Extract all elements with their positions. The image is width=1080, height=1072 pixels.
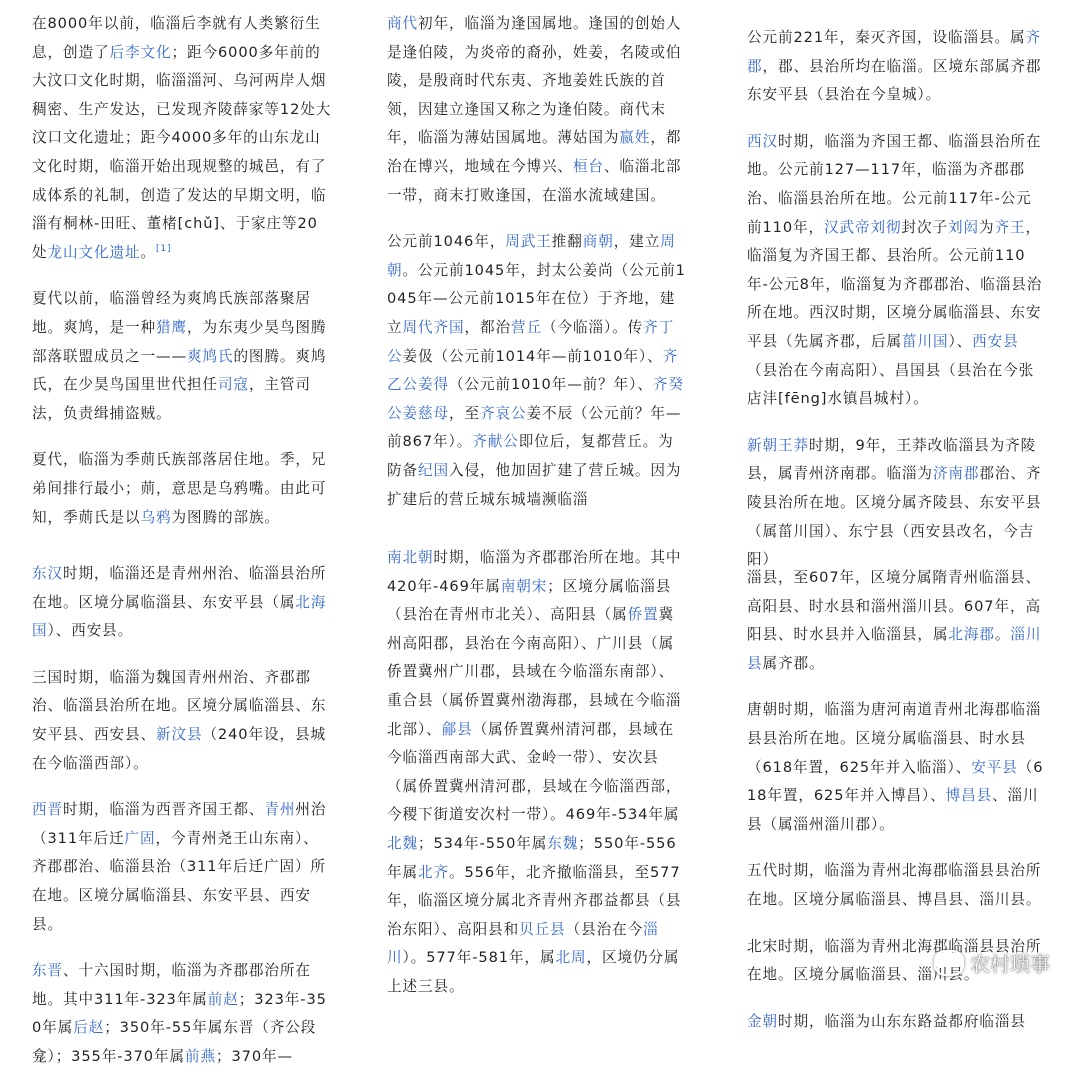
wiki-link[interactable]: 纪国 — [418, 461, 449, 479]
text-run: ）、西安县。 — [47, 622, 134, 640]
text-run: ；距今6000多年前的大汶口文化时期，临淄淄河、乌河两岸人烟稠密、生产发达，已发现齐陵薛家等12处大汶口文化遗址；距今4000多年的山东龙山文化时期，临淄开始出现规整的城邑，有了成体系的礼制，创造了发达的早期文明，临淄有桐林-田旺、董楮[chǔ]、于家庄等20处 — [32, 43, 332, 261]
text-run: 时期，临淄为山东东路益都府临淄县 — [778, 1012, 1026, 1030]
column-3-top — [747, 24, 1047, 569]
text-run: 唐朝时期，临淄为唐河南道青州北海郡临淄县县治所在地。区境分属临淄县、时水县（618年置，625年并入临淄）、 — [747, 701, 1042, 776]
paragraph-gap — [32, 550, 332, 560]
wiki-link[interactable]: 鄃县 — [441, 720, 473, 738]
wiki-link[interactable]: 齐丁公 — [387, 318, 675, 365]
wiki-link[interactable]: 猎鹰 — [155, 318, 187, 336]
text-run: 三国时期，临淄为魏国青州州治、齐郡郡治、临淄县治所在地。区境分属临淄县、东安平县、西安县、 — [32, 668, 327, 744]
wiki-link[interactable]: 爽鸠氏 — [186, 347, 234, 365]
text-run: 的图腾。爽鸠氏，在少昊鸟国里世代担任 — [32, 347, 327, 394]
text-run: ，至 — [448, 404, 480, 422]
text-run: ，区境仍分属上述三县。 — [387, 949, 680, 995]
text-run: 淄县，至607年，区境分属隋青州临淄县、高阳县、时水县和淄州淄川县。607年，高阳县、时水县并入临淄县，属 — [747, 569, 1041, 644]
wiki-link[interactable]: 新汶县 — [155, 726, 203, 744]
text-run: 为 — [979, 218, 995, 236]
wiki-link[interactable]: 齐哀公 — [479, 404, 527, 422]
text-run: ；区境分属临淄县（县治在青州市北关）、高阳县（属 — [387, 577, 672, 624]
paragraph — [32, 446, 332, 532]
text-run: 初年，临淄为逢国属地。逢国的创始人是逢伯陵，为炎帝的裔孙，姓姜，名陵或伯陵，是殷商时代东夷、齐地姜姓氏族的首领，因建立逢国又称之为逢伯陵。商代末年，临淄为薄姑国属地。薄姑国为 — [387, 15, 682, 147]
text-run: 入侵，他加固扩建了营丘城。因为扩建后的营丘城东城墙濒临淄 — [387, 461, 682, 508]
wiki-link[interactable]: 北海郡 — [948, 626, 995, 644]
wiki-link[interactable]: 广固 — [124, 829, 156, 847]
text-run: ，临淄复为齐国王都、县治所。公元前110年-公元8年，临淄复为齐郡郡治、临淄县治所在地。西汉时期，区境分属临淄县、东安平县（先属齐郡，后属 — [747, 218, 1043, 350]
text-run: 冀州高阳郡，县治在今南高阳）、广川县（属侨置冀州广川郡，县域在今临淄东南部）、重合县（属侨置冀州渤海郡，县域在今临淄北部）、 — [387, 606, 682, 738]
text-run: ；550年-556年属 — [387, 834, 677, 881]
wiki-link[interactable]: 后李文化 — [109, 43, 172, 61]
wiki-link[interactable]: 周朝 — [387, 233, 676, 279]
column-2-top — [387, 10, 689, 532]
wiki-link[interactable]: 后赵 — [73, 1019, 105, 1037]
text-run: 公元前1046年， — [387, 233, 506, 251]
paragraph — [32, 664, 332, 778]
text-run: ）。577年-581年，属 — [402, 949, 556, 967]
wiki-link[interactable]: 北周 — [555, 949, 587, 967]
wiki-link[interactable]: 安平县 — [971, 758, 1018, 776]
text-run: 。公元前1045年，封太公姜尚（公元前1045年—公元前1015年在位）于齐地，建立 — [387, 261, 686, 336]
wiki-link[interactable]: 东晋 — [32, 962, 63, 980]
text-run: （县治在今南高阳）、昌国县（县治在今张店沣[fēng]水镇昌城村）。 — [747, 361, 1035, 408]
wiki-link[interactable]: 桓台 — [572, 157, 604, 175]
text-run: 为图腾的部族。 — [171, 508, 280, 526]
wiki-link[interactable]: 齐郡 — [747, 29, 1041, 75]
wiki-link[interactable]: 齐献公 — [472, 433, 519, 451]
wiki-link[interactable]: 贝丘县 — [519, 920, 566, 938]
text-run: 姜不辰（公元前？年—前867年）。 — [387, 404, 682, 451]
paragraph — [747, 857, 1047, 914]
citation-link[interactable]: [1] — [155, 243, 172, 254]
text-run: 郡治、齐陵县治所在地。区境分属齐陵县、东安平县（属菑川国）、东宁县（西安县改名，今吉阳） — [747, 465, 1042, 569]
wiki-link[interactable]: 商代 — [387, 15, 418, 32]
text-run: 时期，9年，王莽改临淄县为齐陵县，属青州济南郡。临淄为 — [747, 436, 1037, 483]
text-run: 。556年，北齐撤临淄县，至577年，临淄区境分属北齐青州齐郡益都县（县治东阳）、高阳县和 — [387, 863, 682, 938]
paragraph — [32, 560, 332, 646]
text-run: （618年置，625年并入博昌）、 — [747, 758, 1044, 805]
text-run: 州治（311年后迁 — [32, 801, 327, 847]
text-run: 姜伋（公元前1014年—前1010年）、 — [402, 347, 663, 365]
paragraph — [32, 957, 332, 1071]
paragraph — [747, 432, 1047, 575]
text-run: 五代时期，临淄为青州北海郡临淄县县治所在地。区境分属临淄县、博昌县、淄川县。 — [747, 862, 1042, 908]
paragraph — [747, 696, 1047, 839]
text-run: ；370年— — [215, 1048, 293, 1065]
wiki-link[interactable]: 司寇 — [217, 376, 249, 394]
text-run: 、十六国时期，临淄为齐郡郡治所在地。其中311年-323年属 — [32, 962, 311, 1008]
text-run: 公元前221年，秦灭齐国，设临淄县。属 — [747, 29, 1026, 46]
wiki-link[interactable]: 嬴姓 — [619, 129, 651, 147]
wiki-link[interactable]: 南北朝 — [387, 549, 434, 566]
wiki-link[interactable]: 金朝 — [747, 1012, 778, 1030]
column-1 — [32, 10, 332, 1065]
paragraph — [747, 564, 1047, 678]
text-run: ，都治 — [464, 318, 511, 336]
paragraph — [747, 24, 1047, 110]
wiki-link[interactable]: 齐王 — [994, 218, 1026, 236]
text-run: 即位后，复都营丘。为防备 — [387, 433, 674, 479]
text-run: 推翻 — [551, 233, 583, 251]
text-run: 时期，临淄为齐国王都、临淄县治所在地。公元前127—117年，临淄为齐郡郡治、临淄县治所在地。公元前117年-公元前110年， — [747, 132, 1042, 236]
text-run: 在8000年以前，临淄后李就有人类繁衍生息，创造了 — [32, 15, 321, 61]
text-run: ，郡、县治所均在临淄。区境东部属齐郡东安平县（县治在今皇城）。 — [747, 57, 1042, 104]
wiki-link[interactable]: 济南郡 — [932, 465, 980, 483]
watermark-text: 农村琐事 — [970, 952, 1050, 976]
wiki-link[interactable]: 侨置 — [627, 606, 659, 624]
watermark — [934, 948, 1050, 977]
text-run: 封次子 — [901, 218, 949, 236]
wiki-link[interactable]: 齐癸公姜慈母 — [387, 376, 684, 422]
wiki-link[interactable]: 菑川国 — [901, 332, 949, 350]
paragraph — [32, 285, 332, 428]
wiki-link[interactable]: 齐乙公姜得 — [387, 347, 679, 394]
wiki-link[interactable]: 周代齐国 — [402, 318, 465, 336]
text-run: 夏代以前，临淄曾经为爽鸠氏族部落聚居地。爽鸠，是一种 — [32, 290, 311, 336]
paragraph — [747, 128, 1047, 414]
paragraph — [387, 10, 689, 210]
text-run: ，今青州尧王山东南）、齐郡郡治、临淄县治（311年后迁广固）所在地。区境分属临淄县、东安平县、西安县。 — [32, 829, 326, 933]
wiki-link[interactable]: 南朝宋 — [500, 577, 548, 595]
text-run: ，主管司法，负责缉捕盗贼。 — [32, 376, 311, 422]
wiki-link[interactable]: 周武王 — [505, 233, 552, 251]
column-2-bottom — [387, 544, 689, 1015]
text-run: ，建立 — [613, 233, 661, 251]
wiki-link[interactable]: 西安县 — [972, 332, 1019, 350]
paragraph — [387, 228, 689, 514]
text-run: ；323年-350年属 — [32, 990, 327, 1037]
wiki-link[interactable]: 前赵 — [207, 990, 239, 1008]
wiki-link[interactable]: 新朝王莽 — [747, 436, 809, 454]
wiki-link[interactable]: 前燕 — [184, 1048, 216, 1065]
wiki-link[interactable]: 东汉 — [32, 565, 63, 583]
wiki-link[interactable]: 淄川 — [387, 920, 659, 967]
wiki-link[interactable]: 青州 — [264, 801, 296, 819]
text-run: 、淄川县（属淄州淄川郡）。 — [747, 787, 1039, 833]
wiki-link[interactable]: 北魏 — [387, 834, 418, 852]
wiki-link[interactable]: 营丘 — [510, 318, 542, 336]
wiki-link[interactable]: 北齐 — [418, 863, 449, 881]
paragraph — [32, 796, 332, 939]
wiki-link[interactable]: 乌鸦 — [140, 508, 172, 526]
wiki-link[interactable]: 刘闳 — [948, 218, 980, 236]
text-run: ，为东夷少昊鸟图腾部落联盟成员之一—— — [32, 318, 327, 365]
wiki-link[interactable]: 西晋 — [32, 801, 63, 819]
text-run: 。 — [994, 626, 1011, 644]
text-run: 北宋时期，临淄为青州北海郡临淄县县治所在地。区境分属临淄县、淄川县。 — [747, 937, 1042, 984]
text-run: ）、 — [948, 332, 973, 350]
text-run: （240年设，县城在今临淄西部）。 — [32, 726, 326, 772]
text-run: ；350年-55年属东晋（齐公段龛）；355年-370年属 — [32, 1019, 317, 1065]
text-run: 夏代，临淄为季荝氏族部落居住地。季，兄弟间排行最小；荝，意思是乌鸦嘴。由此可知，季荝氏是以 — [32, 451, 327, 526]
paragraph — [747, 1008, 1047, 1037]
text-run: （公元前1010年—前？年）、 — [448, 376, 653, 394]
text-run: 、临淄北部一带，商末打败逢国，在淄水流域建国。 — [387, 157, 682, 204]
wiki-link[interactable]: 北海国 — [32, 593, 327, 640]
text-run: （属侨置冀州清河郡，县域在今临淄西南部大武、金岭一带）、安次县（属侨置冀州清河郡，县域在今临淄西部，今稷下街道安次村一带）。469年-534年属 — [387, 720, 682, 824]
wiki-link[interactable]: 汉武帝刘彻 — [824, 218, 902, 236]
text-run: ，都治在博兴，地域在今博兴、 — [387, 129, 682, 175]
paragraph — [387, 544, 689, 1002]
text-run: 。 — [140, 243, 156, 261]
wiki-link[interactable]: 博昌县 — [945, 787, 993, 805]
wiki-link[interactable]: 淄川县 — [747, 626, 1042, 672]
wechat-icon — [934, 950, 964, 976]
text-run: 属齐郡。 — [762, 654, 825, 672]
text-run: ；534年-550年属 — [418, 834, 548, 852]
wiki-link[interactable]: 东魏 — [547, 834, 579, 852]
wiki-link[interactable]: 西汉 — [747, 132, 778, 150]
text-run: 时期，临淄为西晋齐国王都、 — [63, 801, 265, 819]
wiki-link[interactable]: 商朝 — [582, 233, 614, 251]
wiki-link[interactable]: 龙山文化遗址 — [47, 243, 141, 261]
paragraph — [32, 10, 332, 267]
text-run: 时期，临淄为齐郡郡治所在地。其中420年-469年属 — [387, 549, 682, 595]
text-run: 时期，临淄还是青州州治、临淄县治所在地。区境分属临淄县、东安平县（属 — [32, 565, 327, 611]
text-run: （今临淄）。传 — [541, 318, 644, 336]
text-run: （县治在今 — [565, 920, 644, 938]
